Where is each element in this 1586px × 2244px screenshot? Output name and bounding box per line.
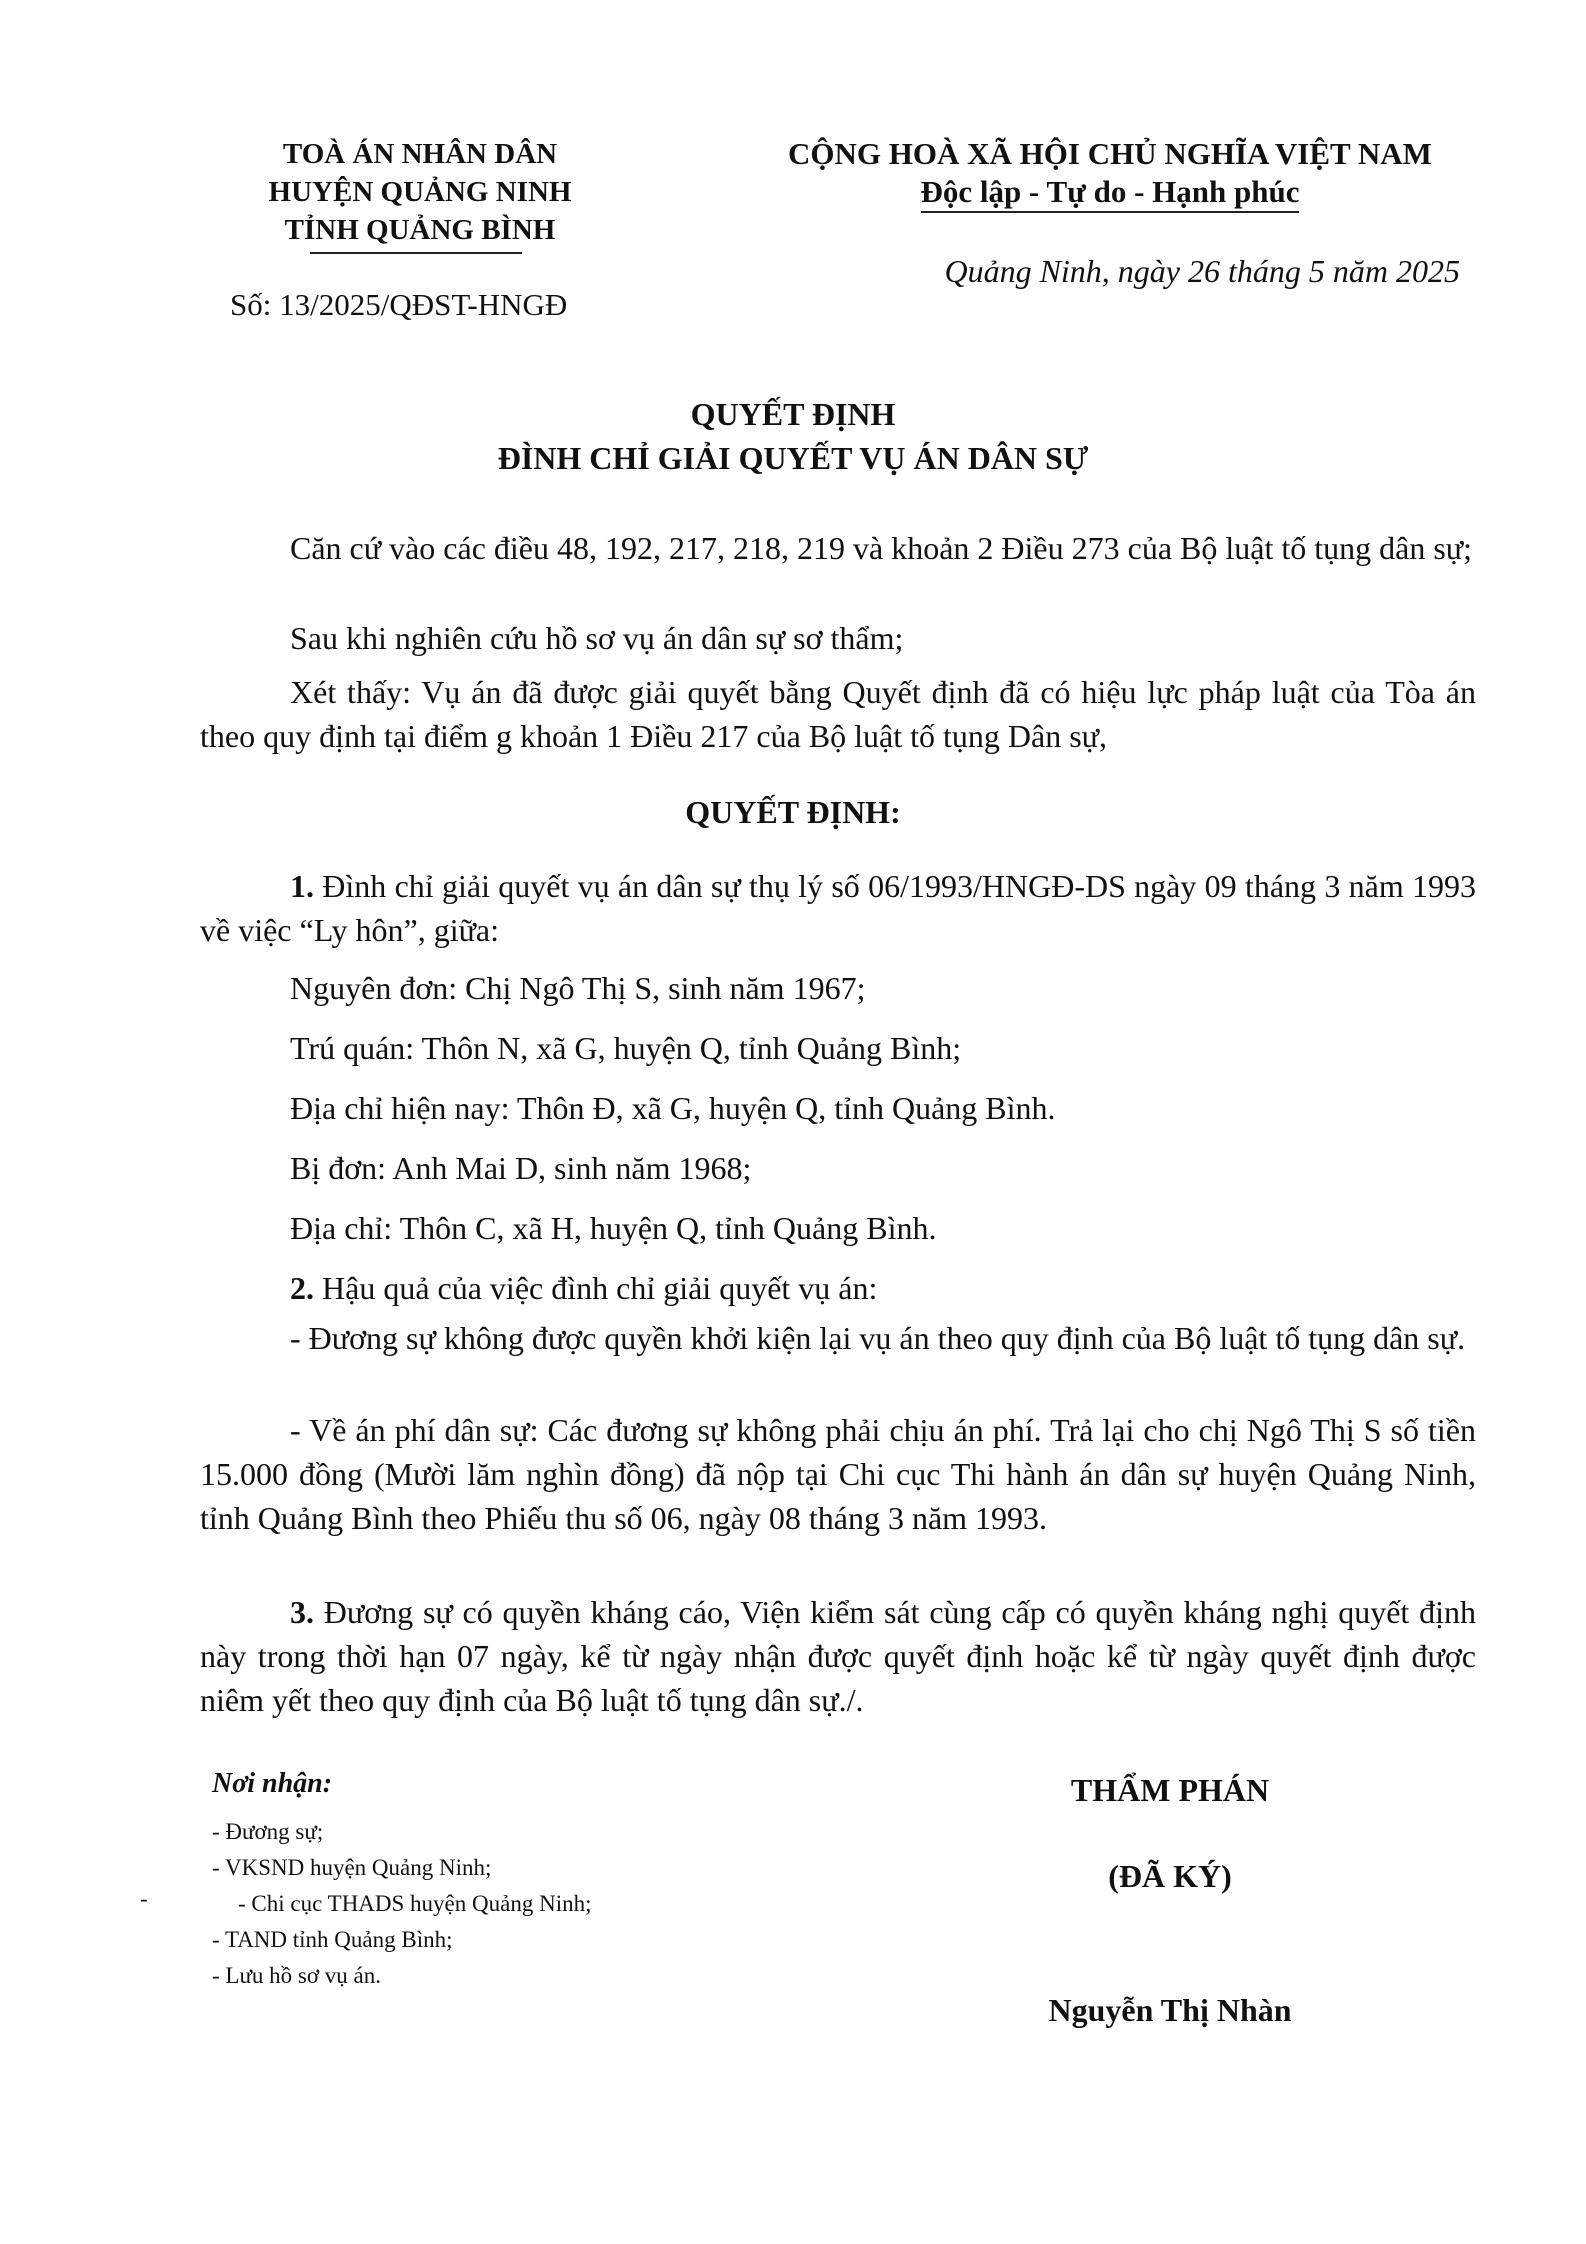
defendant-address: Địa chỉ: Thôn C, xã H, huyện Q, tỉnh Quảng Bình. [290, 1210, 937, 1246]
court-line: TOÀ ÁN NHÂN DÂN [282, 138, 558, 170]
item-3-number: 3. [290, 1594, 314, 1630]
document-number: Số: 13/2025/QĐST-HNGĐ [230, 287, 568, 322]
national-header [720, 135, 1500, 211]
item-1-text: Đình chỉ giải quyết vụ án dân sự thụ lý số 06/1993/HNGĐ-DS ngày 09 tháng 3 năm 1993 về việc “Ly hôn”, giữa: [200, 868, 1477, 948]
court-divider [310, 252, 522, 254]
motto-text: Độc lập - Tự do - Hạnh phúc [921, 174, 1300, 213]
recipient-item: - Đương sự; [212, 1819, 324, 1844]
item-1 [200, 864, 1476, 952]
plaintiff: Nguyên đơn: Chị Ngô Thị S, sinh năm 1967; [290, 970, 866, 1006]
court-line: TỈNH QUẢNG BÌNH [284, 214, 556, 246]
recipient-item: - TAND tỉnh Quảng Bình; [212, 1927, 453, 1952]
preamble-review: Sau khi nghiên cứu hồ sơ vụ án dân sự sơ thẩm; [290, 620, 904, 656]
signer-name: Nguyễn Thị Nhàn [1048, 1992, 1292, 2028]
item-2 [290, 1266, 877, 1310]
consequence-2: - Về án phí dân sự: Các đương sự không phải chịu án phí. Trả lại cho chị Ngô Thị S số tiền 15.000 đồng (Mười lăm nghìn đồng) đã nộp tại Chi cục Thi hành án dân sự huyện Quảng Ninh, tỉnh Quảng Bình theo Phiếu thu số 06, ngày 08 tháng 3 năm 1993. [200, 1412, 1476, 1536]
item-2-number: 2. [290, 1270, 314, 1306]
stray-dash: - [140, 1886, 148, 1911]
motto [720, 173, 1500, 211]
recipient-item: - Chi cục THADS huyện Quảng Ninh; [238, 1891, 592, 1916]
title-line-2: ĐÌNH CHỈ GIẢI QUYẾT VỤ ÁN DÂN SỰ [497, 440, 1089, 476]
recipient-item: - Lưu hồ sơ vụ án. [212, 1963, 381, 1988]
signature-status: (ĐÃ KÝ) [1108, 1858, 1232, 1894]
defendant: Bị đơn: Anh Mai D, sinh năm 1968; [290, 1150, 752, 1186]
signer-role: THẨM PHÁN [1070, 1772, 1270, 1808]
item-3-text: Đương sự có quyền kháng cáo, Viện kiểm sát cùng cấp có quyền kháng nghị quyết định này trong thời hạn 07 ngày, kể từ ngày nhận được quyết định hoặc kể từ ngày quyết định được niêm yết theo quy định của Bộ luật tố tụng dân sự./. [200, 1594, 1477, 1718]
recipients-title: Nơi nhận: [212, 1768, 333, 1799]
item-2-text: Hậu quả của việc đình chỉ giải quyết vụ án: [322, 1270, 878, 1306]
item-3 [200, 1590, 1476, 1722]
preamble-legal-basis: Căn cứ vào các điều 48, 192, 217, 218, 219 và khoản 2 Điều 273 của Bộ luật tố tụng dân sự; [290, 530, 1473, 566]
title-line-1: QUYẾT ĐỊNH [690, 396, 896, 432]
dateline: Quảng Ninh, ngày 26 tháng 5 năm 2025 [944, 253, 1460, 289]
consequence-1: - Đương sự không được quyền khởi kiện lại vụ án theo quy định của Bộ luật tố tụng dân sự. [290, 1320, 1466, 1356]
document-title [0, 392, 1586, 480]
preamble-consideration: Xét thấy: Vụ án đã được giải quyết bằng Quyết định đã có hiệu lực pháp luật của Tòa án theo quy định tại điểm g khoản 1 Điều 217 của Bộ luật tố tụng Dân sự, [200, 674, 1476, 754]
court-line: HUYỆN QUẢNG NINH [268, 176, 572, 208]
nation-name: CỘNG HOÀ XÃ HỘI CHỦ NGHĨA VIỆT NAM [788, 136, 1432, 171]
decision-heading: QUYẾT ĐỊNH: [685, 794, 901, 830]
plaintiff-residence: Trú quán: Thôn N, xã G, huyện Q, tỉnh Quảng Bình; [290, 1030, 962, 1066]
item-1-number: 1. [290, 868, 314, 904]
court-name [210, 135, 630, 249]
plaintiff-current-address: Địa chỉ hiện nay: Thôn Đ, xã G, huyện Q, tỉnh Quảng Bình. [290, 1090, 1056, 1126]
recipient-item: - VKSND huyện Quảng Ninh; [212, 1855, 492, 1880]
